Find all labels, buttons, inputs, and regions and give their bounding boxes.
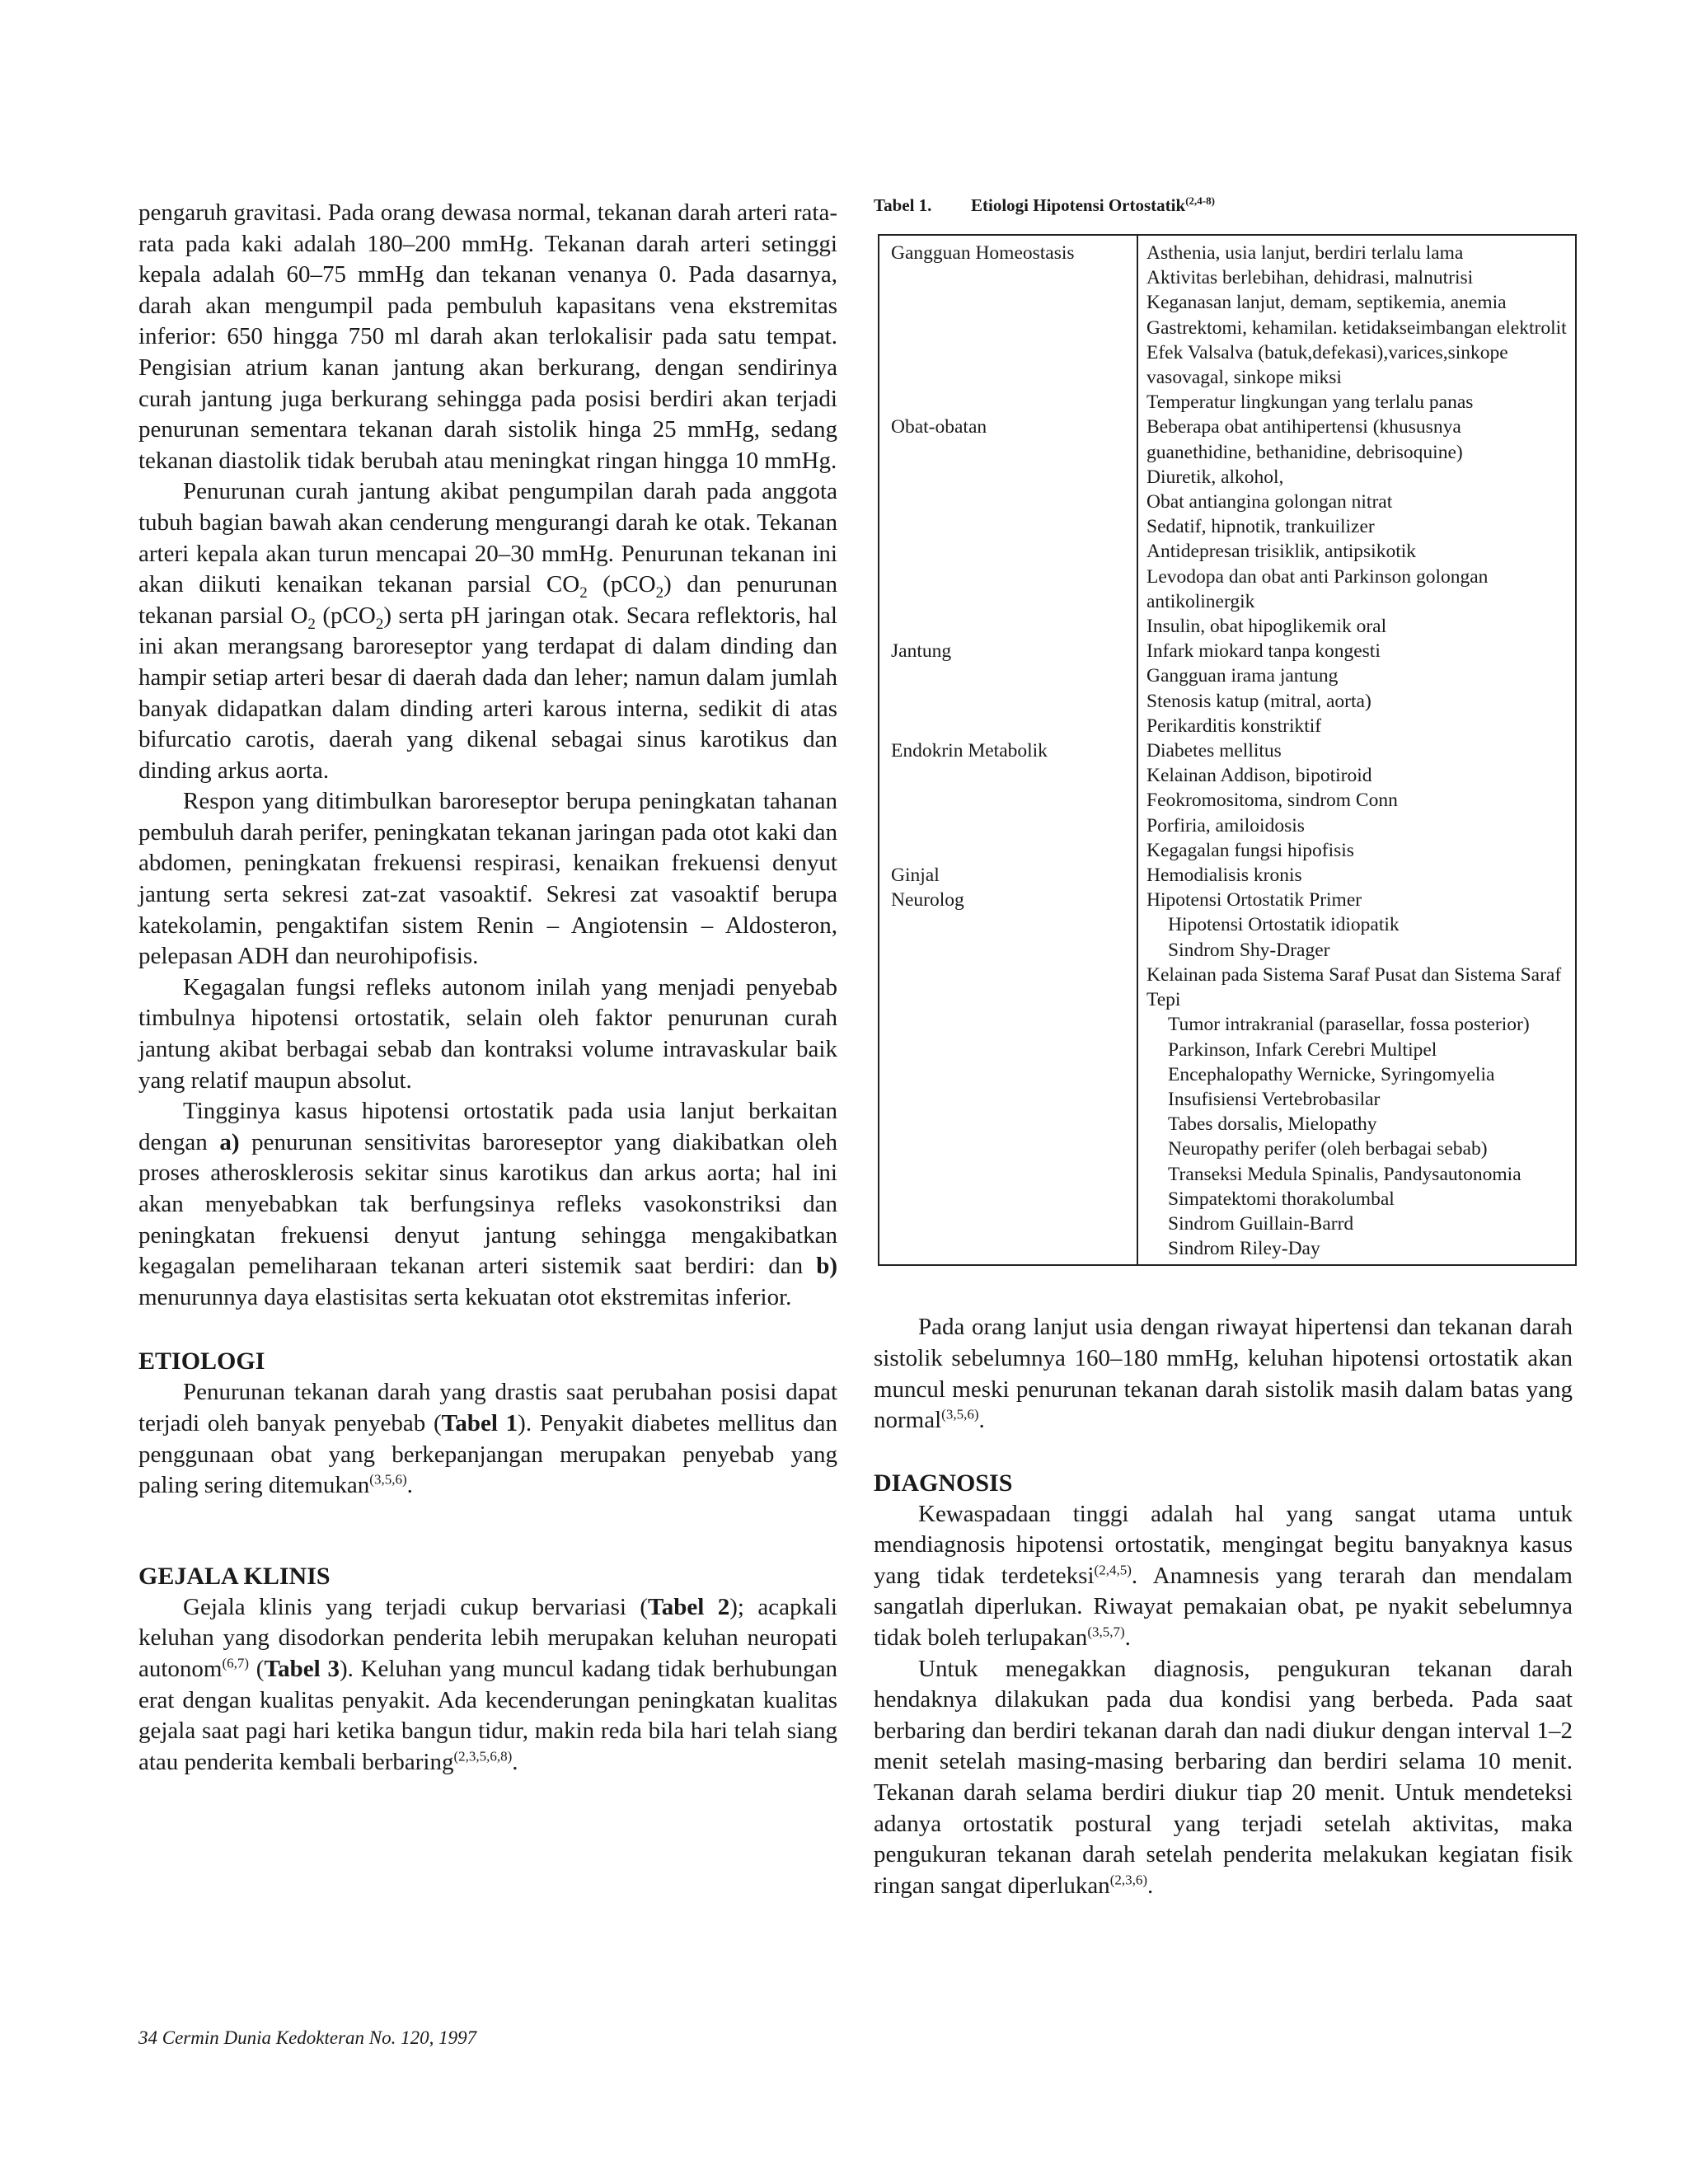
table-category-cell: Ginjal	[879, 863, 1137, 888]
table-row	[879, 738, 1576, 863]
table-category-cell: Endokrin Metabolik	[879, 738, 1137, 863]
table-row	[879, 863, 1576, 888]
table-item: Diabetes mellitus	[1146, 740, 1282, 762]
table-item: Asthenia, usia lanjut, berdiri terlalu lama	[1146, 242, 1464, 264]
table-item: Levodopa dan obat anti Parkinson golongan antikolinergik	[1146, 565, 1489, 612]
table-items-cell	[1137, 639, 1576, 738]
table-item: Beberapa obat antihipertensi (khususnya guanethidine, bethanidine, debrisoquine)	[1146, 416, 1463, 463]
table-item: Sindrom Riley-Day	[1168, 1238, 1320, 1260]
paragraph: Penurunan curah jantung akibat pengumpilan darah pada anggota tubuh bagian bawah akan cenderung mengurangi darah ke otak. Tekanan arteri kepala akan turun mencapai 20–30 mmHg. Penurunan tekanan ini akan diikuti kenaikan tekanan parsial $CO_2$ (pCO$_2$) dan penurunan tekanan parsial $O_2$ (pCO$_2$) serta pH jaringan otak. Secara reflektoris, hal ini akan merangsang baroreseptor yang terdapat di dalam dinding dan hampir setiap arteri besar di daerah dada dan leher; namun dalam jumlah banyak didapatkan dalam dinding arteri karous interna, sedikit di atas bifurcatio carotis, daerah yang dikenal sebagai sinus karotikus dan dinding arkus aorta.	[138, 478, 837, 784]
table-items-cell	[1137, 415, 1576, 639]
table-item: Antidepresan trisiklik, antipsikotik	[1146, 541, 1417, 563]
table-item: Gangguan irama jantung	[1146, 665, 1339, 687]
table-item: Perikarditis konstriktif	[1146, 715, 1322, 737]
table-item: Efek Valsalva (batuk,defekasi),varices,sinkope vasovagal, sinkope miksi	[1146, 341, 1508, 389]
table-category-cell: Obat-obatan	[879, 415, 1137, 639]
table-category-cell: Gangguan Homeostasis	[879, 235, 1137, 415]
right-column	[874, 194, 1573, 1901]
table-item: Insufisiensi Vertebrobasilar	[1168, 1088, 1381, 1110]
paragraph: Kegagalan fungsi refleks autonom inilah yang menjadi penyebab timbulnya hipotensi ortostatik, selain oleh faktor penurunan curah jantung akibat berbagai sebab dan kontraksi volume intravaskular baik yang relatif maupun absolut.	[138, 973, 837, 1094]
table-category-cell: Neurolog	[879, 888, 1137, 1265]
table-item: Kelainan pada Sistema Saraf Pusat dan Sistema Saraf Tepi	[1146, 963, 1562, 1011]
section-heading-diagnosis: DIAGNOSIS	[874, 1469, 1013, 1497]
table-row	[879, 888, 1576, 1265]
table-item: Porfiria, amiloidosis	[1146, 814, 1305, 837]
table-item: Transeksi Medula Spinalis, Pandysautonomia	[1168, 1163, 1522, 1185]
table-item: Parkinson, Infark Cerebri Multipel	[1168, 1038, 1437, 1061]
table-item: Sedatif, hipnotik, trankuilizer	[1146, 516, 1375, 538]
table-items-cell	[1137, 738, 1576, 863]
table-item: Neuropathy perifer (oleh berbagai sebab)	[1168, 1138, 1488, 1160]
paragraph: pengaruh gravitasi. Pada orang dewasa normal, tekanan darah arteri rata-rata pada kaki adalah 180–200 mmHg. Tekanan darah arteri setinggi kepala adalah 60–75 mmHg dan tekanan venanya 0. Pada dasarnya, darah akan mengumpil pada pembuluh kapasitans vena ekstremitas inferior: 650 hingga 750 ml darah akan terlokalisir pada satu tempat. Pengisian atrium kanan jantung akan berkurang, dengan sendirinya curah jantung juga berkurang sehingga pada posisi berdiri akan terjadi penurunan sementara tekanan darah sistolik hinga 25 mmHg, sedang tekanan diastolik tidak berubah atau meningkat ringan hingga 10 mmHg.	[138, 199, 837, 474]
table-row	[879, 235, 1576, 415]
table-item: Diuretik, alkohol,	[1146, 466, 1284, 488]
paragraph: Pada orang lanjut usia dengan riwayat hipertensi dan tekanan darah sistolik sebelumnya 160–180 mmHg, keluhan hipotensi ortostatik akan muncul meski penurunan tekanan darah sistolik masih dalam batas yang normal$^{(3,5,6)}$.	[874, 1314, 1573, 1434]
table-item: Simpatektomi thorakolumbal	[1168, 1188, 1395, 1210]
paragraph: Tingginya kasus hipotensi ortostatik pada usia lanjut berkaitan dengan a) penurunan sensitivitas baroreseptor yang diakibatkan oleh proses atherosklerosis sekitar sinus karotikus dan arkus aorta; hal ini akan menyebabkan tak berfungsinya refleks vasokonstriksi dan peningkatan frekuensi denyut jantung sehingga mengakibatkan kegagalan pemeliharaan tekanan arteri sistemik saat berdiri: dan b) menurunnya daya elastisitas serta kekuatan otot ekstremitas inferior.	[138, 1098, 837, 1310]
paragraph: Untuk menegakkan diagnosis, pengukuran tekanan darah hendaknya dilakukan pada dua kondisi yang berbeda. Pada saat berbaring dan berdiri tekanan darah dan nadi diukur dengan interval 1–2 menit setelah masing-masing berbaring dan berdiri selama 10 menit. Tekanan darah selama berdiri diukur tiap 20 menit. Untuk mendeteksi adanya ortostatik postural yang terjadi setelah aktivitas, maka pengukuran tekanan darah setelah penderita melakukan kegiatan fisik ringan sangat diperlukan$^{(2,3,6)}$.	[874, 1655, 1573, 1899]
table-row	[879, 415, 1576, 639]
table-item: Aktivitas berlebihan, dehidrasi, malnutrisi	[1146, 267, 1474, 289]
table-item: Hipotensi Ortostatik Primer	[1146, 889, 1362, 912]
section-heading-etiologi: ETIOLOGI	[138, 1347, 265, 1376]
table-item: Hemodialisis kronis	[1146, 865, 1302, 887]
table-row	[879, 639, 1576, 738]
table-item: Obat antiangina golongan nitrat	[1146, 491, 1393, 513]
table-item: Encephalopathy Wernicke, Syringomyelia	[1168, 1063, 1495, 1085]
table-item: Gastrektomi, kehamilan. ketidakseimbangan elektrolit	[1146, 316, 1567, 339]
table-item: Kelainan Addison, bipotiroid	[1146, 765, 1372, 787]
paragraph: Gejala klinis yang terjadi cukup bervariasi (Tabel 2); acapkali keluhan yang disodorkan penderita lebih merupakan keluhan neuropati autonom$^{(6,7)}$ (Tabel 3). Keluhan yang muncul kadang tidak berhubungan erat dengan kualitas penyakit. Ada kecenderungan peningkatan kualitas gejala saat pagi hari ketika bangun tidur, makin reda bila hari telah siang atau penderita kembali berbaring$^{(2,3,5,6,8)}$.	[138, 1593, 837, 1775]
table-items-cell	[1137, 888, 1576, 1265]
table-items-cell	[1137, 863, 1576, 888]
table-item: Temperatur lingkungan yang terlalu panas	[1146, 391, 1474, 414]
table-caption: Tabel 1. Etiologi Hipotensi Ortostatik$^{(2,4-8)}$	[874, 194, 1215, 215]
table-category-cell: Jantung	[879, 639, 1137, 738]
table-item: Keganasan lanjut, demam, septikemia, anemia	[1146, 292, 1507, 314]
table-item: Hipotensi Ortostatik idiopatik	[1168, 914, 1400, 936]
table-item: Insulin, obat hipoglikemik oral	[1146, 616, 1387, 638]
etiology-table	[878, 234, 1577, 1266]
paragraph: Kewaspadaan tinggi adalah hal yang sangat utama untuk mendiagnosis hipotensi ortostatik, mengingat begitu banyaknya kasus yang tidak terdeteksi$^{(2,4,5)}$. Anamnesis yang terarah dan mendalam sangatlah diperlukan. Riwayat pemakaian obat, pe nyakit sebelumnya tidak boleh terlupakan$^{(3,5,7)}$.	[874, 1500, 1573, 1652]
table-item: Tumor intrakranial (parasellar, fossa posterior)	[1168, 1014, 1530, 1036]
section-heading-gejala-klinis: GEJALA KLINIS	[138, 1562, 331, 1590]
paragraph: Respon yang ditimbulkan baroreseptor berupa peningkatan tahanan pembuluh darah perifer, peningkatan tekanan jaringan pada otot kaki dan abdomen, peningkatan frekuensi respirasi, kenaikan frekuensi denyut jantung serta sekresi zat-zat vasoaktif. Sekresi zat vasoaktif berupa katekolamin, pengaktifan sistem Renin – Angiotensin – Aldosteron, pelepasan ADH dan neurohipofisis.	[138, 788, 837, 970]
page-footer: 34 Cermin Dunia Kedokteran No. 120, 1997	[138, 2027, 477, 2048]
etiology-table-body	[879, 235, 1576, 1265]
table-item: Tabes dorsalis, Mielopathy	[1168, 1113, 1377, 1136]
paragraph: Penurunan tekanan darah yang drastis saat perubahan posisi dapat terjadi oleh banyak penyebab (Tabel 1). Penyakit diabetes mellitus dan penggunaan obat yang berkepanjangan merupakan penyebab yang paling sering ditemukan$^{(3,5,6)}$.	[138, 1379, 837, 1499]
table-item: Feokromositoma, sindrom Conn	[1146, 790, 1398, 812]
table-item: Kegagalan fungsi hipofisis	[1146, 839, 1354, 861]
table-items-cell	[1137, 235, 1576, 415]
table-item: Infark miokard tanpa kongesti	[1146, 640, 1381, 663]
table-item: Stenosis katup (mitral, aorta)	[1146, 690, 1372, 712]
left-column	[138, 198, 837, 1778]
table-item: Sindrom Shy-Drager	[1168, 939, 1330, 961]
table-item: Sindrom Guillain-Barrd	[1168, 1212, 1354, 1235]
